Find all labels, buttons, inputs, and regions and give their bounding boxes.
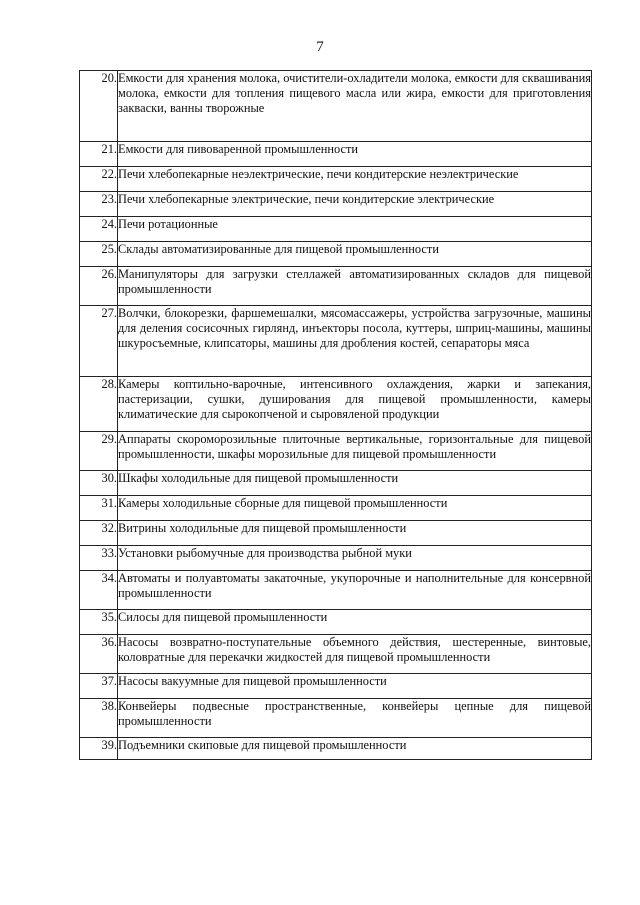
- row-number: 37.: [80, 674, 118, 699]
- row-text: Печи ротационные: [118, 217, 592, 242]
- row-text: Шкафы холодильные для пищевой промышленности: [118, 471, 592, 496]
- row-text: Насосы возвратно-поступательные объемного действия, шестеренные, винтовые, коловратные для перекачки жидкостей для пищевой промышленности: [118, 635, 592, 674]
- row-number: 39.: [80, 738, 118, 760]
- table-row: [80, 521, 592, 546]
- table-row: [80, 167, 592, 192]
- table-row: [80, 306, 592, 377]
- table-row: [80, 217, 592, 242]
- row-text: Силосы для пищевой промышленности: [118, 610, 592, 635]
- row-text: Волчки, блокорезки, фаршемешалки, мясомассажеры, устройства загрузочные, машины для деления сосисочных гирлянд, инъекторы посола, куттеры, шприц-машины, машины шкуросъемные, клипсаторы, машины для дробления костей, сепараторы мяса: [118, 306, 592, 377]
- equipment-table: [79, 70, 592, 760]
- table-row: [80, 635, 592, 674]
- table-row: [80, 496, 592, 521]
- row-number: 29.: [80, 432, 118, 471]
- row-number: 25.: [80, 242, 118, 267]
- row-text: Автоматы и полуавтоматы закаточные, укупорочные и наполнительные для консервной промышленности: [118, 571, 592, 610]
- table-row: [80, 571, 592, 610]
- row-text: Емкости для хранения молока, очистители-охладители молока, емкости для сквашивания молока, емкости для топления пищевого масла или жира, емкости для приготовления закваски, ванны творожные: [118, 71, 592, 142]
- row-text: Манипуляторы для загрузки стеллажей автоматизированных складов для пищевой промышленности: [118, 267, 592, 306]
- row-text: Камеры холодильные сборные для пищевой промышленности: [118, 496, 592, 521]
- row-text: Установки рыбомучные для производства рыбной муки: [118, 546, 592, 571]
- row-number: 24.: [80, 217, 118, 242]
- table-row: [80, 738, 592, 760]
- row-text: Камеры коптильно-варочные, интенсивного охлаждения, жарки и запекания, пастеризации, сушки, душирования для пищевой промышленности, камеры климатические для сырокопченой и сыровяленой продукции: [118, 377, 592, 432]
- table-row: [80, 267, 592, 306]
- row-number: 27.: [80, 306, 118, 377]
- table-row: [80, 377, 592, 432]
- row-text: Витрины холодильные для пищевой промышленности: [118, 521, 592, 546]
- table-row: [80, 674, 592, 699]
- table-row: [80, 610, 592, 635]
- row-text: Подъемники скиповые для пищевой промышленности: [118, 738, 592, 760]
- table-row: [80, 71, 592, 142]
- row-number: 23.: [80, 192, 118, 217]
- row-number: 31.: [80, 496, 118, 521]
- table-row: [80, 242, 592, 267]
- row-text: Конвейеры подвесные пространственные, конвейеры цепные для пищевой промышленности: [118, 699, 592, 738]
- row-text: Склады автоматизированные для пищевой промышленности: [118, 242, 592, 267]
- table-row: [80, 432, 592, 471]
- row-text: Насосы вакуумные для пищевой промышленности: [118, 674, 592, 699]
- row-number: 30.: [80, 471, 118, 496]
- row-number: 33.: [80, 546, 118, 571]
- row-number: 21.: [80, 142, 118, 167]
- table-row: [80, 192, 592, 217]
- table-row: [80, 699, 592, 738]
- row-text: Аппараты скороморозильные плиточные вертикальные, горизонтальные для пищевой промышленности, шкафы морозильные для пищевой промышленности: [118, 432, 592, 471]
- row-number: 32.: [80, 521, 118, 546]
- row-number: 22.: [80, 167, 118, 192]
- row-text: Емкости для пивоваренной промышленности: [118, 142, 592, 167]
- page-number: 7: [316, 39, 324, 55]
- row-number: 20.: [80, 71, 118, 142]
- row-number: 38.: [80, 699, 118, 738]
- row-number: 36.: [80, 635, 118, 674]
- row-number: 34.: [80, 571, 118, 610]
- table-row: [80, 142, 592, 167]
- table-row: [80, 471, 592, 496]
- row-number: 35.: [80, 610, 118, 635]
- row-number: 28.: [80, 377, 118, 432]
- row-text: Печи хлебопекарные неэлектрические, печи кондитерские неэлектрические: [118, 167, 592, 192]
- row-text: Печи хлебопекарные электрические, печи кондитерские электрические: [118, 192, 592, 217]
- table-row: [80, 546, 592, 571]
- row-number: 26.: [80, 267, 118, 306]
